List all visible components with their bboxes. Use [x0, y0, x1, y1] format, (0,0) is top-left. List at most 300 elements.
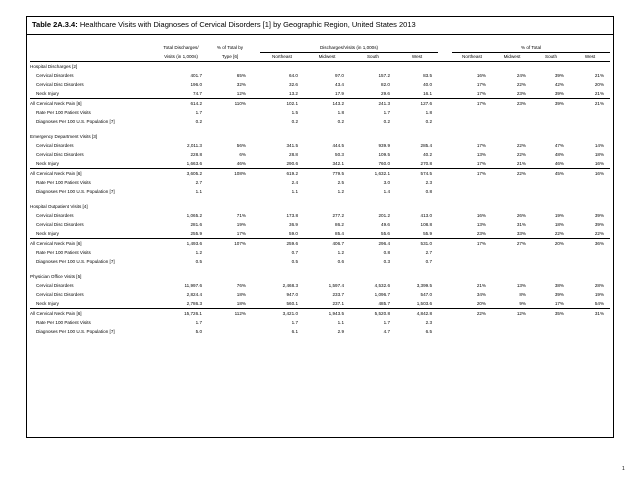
region-visits: 3,399.5: [416, 283, 433, 288]
row-label: All Cervical Neck Pain [6]: [30, 309, 154, 319]
region-share: 17%: [476, 91, 487, 96]
total-value: 1,065.2: [186, 213, 202, 218]
region-visits: 1,503.6: [416, 301, 433, 306]
total-value: 74.7: [193, 91, 202, 96]
pct-of-type: 46%: [236, 161, 246, 166]
region-share: 22%: [516, 143, 527, 148]
region-visits: 2.9: [337, 329, 344, 334]
spacer-cell: [438, 327, 452, 336]
region-share: 17%: [452, 239, 492, 249]
region-share: [452, 117, 492, 126]
header-row-2: [30, 53, 610, 62]
spacer-cell: [260, 272, 304, 281]
region-share: 16%: [594, 161, 605, 166]
spacer-cell: [396, 202, 438, 211]
spacer-cell: [452, 132, 492, 141]
region-share: 39%: [594, 213, 605, 218]
region-visits: 2.3: [425, 180, 433, 185]
region-visits: 0.8: [425, 189, 433, 194]
region-share: 17%: [452, 169, 492, 179]
region-share: [492, 187, 532, 196]
region-visits: 1,943.5: [304, 309, 350, 319]
spacer-cell: [438, 132, 452, 141]
region-visits: 0.5: [291, 259, 298, 264]
region-visits: 16.1: [423, 91, 433, 96]
region-share: [532, 318, 570, 327]
section-header: [30, 62, 610, 72]
title-divider: [26, 34, 614, 35]
region-share: 17%: [554, 301, 565, 306]
region-visits: 28.8: [289, 152, 298, 157]
region-share: [492, 327, 532, 336]
region-share: [492, 178, 532, 187]
spacer-cell: [438, 187, 452, 196]
spacer-cell: [252, 257, 260, 266]
region-visits: 0.2: [337, 119, 344, 124]
total-row: [30, 309, 610, 319]
region-share: 23%: [492, 99, 532, 109]
total-row: [30, 169, 610, 179]
total-value: 2,011.3: [187, 143, 202, 148]
total-value: 1.2: [195, 250, 202, 255]
total-value: 5.0: [195, 329, 202, 334]
region-share: 20%: [476, 301, 487, 306]
total-value: 2,786.3: [186, 301, 202, 306]
region-share: 13%: [516, 283, 527, 288]
region-share: 8%: [519, 292, 527, 297]
region-share: [452, 187, 492, 196]
spacer-cell: [252, 220, 260, 229]
region-share: [532, 178, 570, 187]
spacer-cell: [350, 62, 396, 72]
region-share: [570, 248, 610, 257]
total-value: 15,726.1: [154, 309, 208, 319]
row-label: Neck Injury: [36, 161, 59, 166]
pct-of-type: 56%: [236, 143, 246, 148]
total-value: 0.2: [195, 119, 202, 124]
diagnoses-row: [30, 257, 610, 266]
region-visits: 0.2: [291, 119, 298, 124]
region-visits: 43.4: [335, 82, 344, 87]
region-share: [492, 248, 532, 257]
region-share: [452, 257, 492, 266]
region-visits: 4,532.6: [374, 283, 390, 288]
region-share: 39%: [554, 73, 565, 78]
spacer-cell: [208, 202, 252, 211]
region-visits: 55.6: [381, 231, 390, 236]
region-share: 21%: [516, 161, 527, 166]
region-share: [452, 318, 492, 327]
spacer-cell: [492, 272, 532, 281]
header-region-midwest: Midwest: [318, 54, 336, 59]
table-body: [30, 44, 610, 336]
region-visits: 59.0: [289, 231, 298, 236]
section-header: [30, 272, 610, 281]
spacer-cell: [396, 132, 438, 141]
region-visits: 1,096.7: [374, 292, 390, 297]
pct-of-type: [208, 318, 252, 327]
region-visits: 29.6: [381, 91, 390, 96]
spacer-cell: [396, 62, 438, 72]
table-row: [30, 281, 610, 290]
table-row: [30, 211, 610, 220]
pct-of-type: 32%: [236, 82, 246, 87]
header-group-visits: Discharges/Visits (in 1,000s): [260, 44, 438, 53]
spacer-cell: [252, 299, 260, 309]
spacer-cell: [570, 272, 610, 281]
region-share: 13%: [476, 152, 487, 157]
region-visits: 259.6: [260, 239, 304, 249]
region-share: 20%: [532, 239, 570, 249]
region-share: 23%: [476, 231, 487, 236]
spacer-cell: [252, 272, 260, 281]
table-row: [30, 159, 610, 169]
region-share: 39%: [554, 91, 565, 96]
pct-of-type: [208, 117, 252, 126]
spacer-cell: [208, 62, 252, 72]
spacer-cell: [252, 108, 260, 117]
region-share: 31%: [570, 309, 610, 319]
spacer-cell: [532, 132, 570, 141]
spacer-cell: [252, 117, 260, 126]
region-share: [570, 178, 610, 187]
region-visits: 1.7: [291, 320, 298, 325]
region-visits: 6.1: [291, 329, 298, 334]
region-visits: 85.4: [335, 231, 344, 236]
row-label: Cervical Disorders: [36, 283, 74, 288]
spacer-cell: [438, 239, 452, 249]
spacer-cell: [252, 159, 260, 169]
region-visits: 3.0: [383, 180, 390, 185]
region-visits: 86.2: [335, 222, 344, 227]
row-label: Cervical Disc Disorders: [36, 292, 84, 297]
region-share: 54%: [594, 301, 605, 306]
region-visits: 939.9: [378, 143, 390, 148]
region-share: [492, 318, 532, 327]
section-title: Hospital Outpatient Visits [4]: [30, 204, 88, 209]
spacer-cell: [154, 62, 208, 72]
row-label: Rate Per 100 Patient Visits: [36, 180, 91, 185]
region-visits: 341.5: [286, 143, 298, 148]
spacer-cell: [492, 132, 532, 141]
region-share: [452, 178, 492, 187]
header-total-line1: Total Discharges/: [163, 45, 199, 51]
region-share: 46%: [554, 161, 565, 166]
header-row-1: [30, 44, 610, 53]
header-pct-region-south: South: [545, 54, 558, 59]
total-value: 11,997.6: [184, 283, 202, 288]
row-label: Cervical Disc Disorders: [36, 222, 84, 227]
region-visits: 1,597.4: [328, 283, 344, 288]
spacer-cell: [438, 309, 452, 319]
region-visits: 201.2: [378, 213, 390, 218]
region-visits: 560.1: [286, 301, 298, 306]
total-value: 255.9: [190, 231, 202, 236]
region-share: 21%: [594, 73, 605, 78]
row-label: Rate Per 100 Patient Visits: [36, 110, 91, 115]
region-visits: 1.7: [383, 110, 390, 115]
region-visits: 36.9: [289, 222, 298, 227]
region-visits: 0.2: [425, 119, 433, 124]
region-visits: 2.3: [425, 320, 433, 325]
region-visits: 406.7: [304, 239, 350, 249]
region-share: 21%: [570, 99, 610, 109]
spacer-cell: [252, 150, 260, 159]
region-visits: 1.1: [337, 320, 344, 325]
row-label: Rate Per 100 Patient Visits: [36, 250, 91, 255]
pct-of-type: 12%: [236, 91, 246, 96]
spacer-cell: [438, 229, 452, 239]
header-pct-region-northeast: Northeast: [462, 54, 482, 59]
region-share: 24%: [516, 73, 527, 78]
total-value: 3,605.2: [154, 169, 208, 179]
region-share: 17%: [476, 143, 487, 148]
region-share: 27%: [492, 239, 532, 249]
region-share: 35%: [532, 309, 570, 319]
region-visits: 1.2: [337, 189, 344, 194]
region-visits: 947.0: [286, 292, 298, 297]
diagnoses-row: [30, 187, 610, 196]
pct-of-type: 18%: [236, 301, 246, 306]
header-region-west: West: [411, 54, 423, 59]
pct-of-type: 18%: [236, 292, 246, 297]
region-share: 39%: [532, 99, 570, 109]
table-row: [30, 299, 610, 309]
row-label: Neck Injury: [36, 301, 59, 306]
region-share: [492, 108, 532, 117]
region-share: [532, 117, 570, 126]
region-share: [452, 327, 492, 336]
row-label: Cervical Disorders: [36, 73, 74, 78]
spacer-cell: [252, 239, 260, 249]
spacer-cell: [252, 178, 260, 187]
spacer-cell: [350, 202, 396, 211]
table-row: [30, 89, 610, 99]
spacer-cell: [252, 211, 260, 220]
table-row: [30, 141, 610, 150]
region-visits: 97.0: [335, 73, 344, 78]
rate-row: [30, 318, 610, 327]
spacer-cell: [154, 202, 208, 211]
region-visits: 157.2: [378, 73, 390, 78]
spacer-cell: [570, 202, 610, 211]
total-value: 1.7: [195, 320, 202, 325]
header-region-south: South: [366, 54, 379, 59]
pct-of-type: [208, 187, 252, 196]
diagnoses-row: [30, 117, 610, 126]
region-visits: 237.1: [332, 301, 344, 306]
region-share: [570, 327, 610, 336]
region-visits: 6.5: [425, 329, 433, 334]
spacer-cell: [438, 150, 452, 159]
header-group-pct: % of Total: [452, 44, 610, 53]
rate-row: [30, 178, 610, 187]
section-title: Hospital Discharges [2]: [30, 64, 78, 69]
header-pct-line2: Type [6]: [221, 53, 239, 59]
pct-of-type: [208, 257, 252, 266]
region-visits: 32.6: [289, 82, 298, 87]
spacer-cell: [492, 62, 532, 72]
spacer-cell: [452, 272, 492, 281]
region-share: 14%: [594, 143, 605, 148]
region-share: [532, 327, 570, 336]
region-visits: 2.5: [337, 180, 344, 185]
spacer-cell: [260, 62, 304, 72]
region-share: [570, 187, 610, 196]
region-visits: 4.7: [383, 329, 390, 334]
region-visits: 109.5: [378, 152, 390, 157]
region-share: 12%: [492, 309, 532, 319]
region-visits: 5,520.8: [350, 309, 396, 319]
row-label: Cervical Disc Disorders: [36, 82, 84, 87]
region-share: 42%: [554, 82, 565, 87]
spacer-cell: [438, 89, 452, 99]
region-share: 18%: [594, 152, 605, 157]
region-share: 21%: [594, 91, 605, 96]
spacer-cell: [438, 169, 452, 179]
spacer-cell: [438, 272, 452, 281]
region-share: 19%: [594, 292, 605, 297]
region-visits: 50.3: [335, 152, 344, 157]
spacer-cell: [252, 318, 260, 327]
spacer-cell: [350, 272, 396, 281]
region-share: 26%: [516, 213, 527, 218]
region-visits: 290.6: [286, 161, 298, 166]
region-visits: 0.2: [383, 119, 390, 124]
region-visits: 64.0: [289, 73, 298, 78]
spacer-cell: [532, 202, 570, 211]
region-share: 20%: [594, 82, 605, 87]
spacer-cell: [252, 132, 260, 141]
pct-of-type: 71%: [236, 213, 246, 218]
region-visits: 1.5: [291, 110, 298, 115]
region-visits: 413.0: [420, 213, 433, 218]
row-label: Neck Injury: [36, 231, 59, 236]
table-row: [30, 150, 610, 159]
spacer-cell: [438, 159, 452, 169]
region-share: 22%: [594, 231, 605, 236]
total-value: 2.7: [195, 180, 202, 185]
row-label: Diagnoses Per 100 U.S. Population [7]: [36, 329, 115, 334]
region-share: [532, 108, 570, 117]
region-visits: 0.6: [337, 259, 344, 264]
region-visits: 444.5: [332, 143, 344, 148]
spacer-cell: [438, 318, 452, 327]
spacer-cell: [438, 220, 452, 229]
region-share: 17%: [476, 82, 487, 87]
spacer-cell: [438, 108, 452, 117]
region-visits: 108.8: [420, 222, 433, 227]
spacer-cell: [252, 248, 260, 257]
region-visits: 55.9: [423, 231, 433, 236]
pct-of-type: 76%: [236, 283, 246, 288]
spacer-cell: [304, 132, 350, 141]
region-share: 22%: [554, 231, 565, 236]
pct-of-type: 107%: [208, 239, 252, 249]
rate-row: [30, 248, 610, 257]
region-share: 47%: [554, 143, 565, 148]
header-region-northeast: Northeast: [272, 54, 292, 59]
region-share: [452, 108, 492, 117]
region-visits: 760.0: [378, 161, 390, 166]
spacer-cell: [208, 132, 252, 141]
total-value: 1,663.6: [186, 161, 202, 166]
region-share: 17%: [452, 99, 492, 109]
region-share: [570, 117, 610, 126]
pct-of-type: [208, 178, 252, 187]
region-share: [532, 248, 570, 257]
spacer-cell: [252, 80, 260, 89]
region-visits: 233.7: [332, 292, 344, 297]
region-visits: 619.2: [260, 169, 304, 179]
row-label: All Cervical Neck Pain [6]: [30, 239, 154, 249]
region-visits: 1.7: [383, 320, 390, 325]
spacer-cell: [438, 211, 452, 220]
region-visits: 13.2: [289, 91, 298, 96]
table-row: [30, 220, 610, 229]
region-share: 39%: [594, 222, 605, 227]
row-label: Rate Per 100 Patient Visits: [36, 320, 91, 325]
region-share: 28%: [594, 283, 605, 288]
spacer-cell: [252, 327, 260, 336]
region-visits: 40.0: [423, 82, 433, 87]
region-visits: 40.2: [423, 152, 433, 157]
pct-of-type: 112%: [208, 309, 252, 319]
region-visits: 49.6: [381, 222, 390, 227]
spacer-cell: [438, 141, 452, 150]
table-row: [30, 71, 610, 80]
region-share: [492, 257, 532, 266]
region-share: [570, 257, 610, 266]
region-share: [570, 108, 610, 117]
spacer-cell: [532, 62, 570, 72]
spacer-cell: [438, 281, 452, 290]
spacer-cell: [438, 178, 452, 187]
region-visits: 0.7: [425, 259, 433, 264]
rate-row: [30, 108, 610, 117]
header-pct-region-west: West: [584, 54, 596, 59]
spacer-cell: [252, 71, 260, 80]
region-visits: 82.0: [381, 82, 390, 87]
page-number: 1: [622, 466, 625, 472]
spacer-cell: [438, 80, 452, 89]
region-visits: 285.4: [420, 143, 433, 148]
spacer-cell: [570, 132, 610, 141]
spacer-cell: [252, 99, 260, 109]
region-share: 48%: [554, 152, 565, 157]
region-visits: 779.5: [304, 169, 350, 179]
row-label: All Cervical Neck Pain [6]: [30, 99, 154, 109]
region-visits: 17.9: [335, 91, 344, 96]
region-share: [570, 318, 610, 327]
region-share: 38%: [554, 283, 565, 288]
region-visits: 485.7: [378, 301, 390, 306]
section-title: Physician Office Visits [5]: [30, 274, 82, 279]
region-share: 17%: [476, 161, 487, 166]
spacer-cell: [154, 132, 208, 141]
region-visits: 2.7: [425, 250, 433, 255]
spacer-cell: [154, 272, 208, 281]
pct-of-type: 110%: [208, 99, 252, 109]
row-label: Diagnoses Per 100 U.S. Population [7]: [36, 189, 115, 194]
region-visits: 574.5: [396, 169, 438, 179]
row-label: Cervical Disc Disorders: [36, 152, 84, 157]
spacer-cell: [252, 229, 260, 239]
region-share: [532, 187, 570, 196]
region-visits: 0.7: [291, 250, 298, 255]
spacer-cell: [438, 290, 452, 299]
region-share: [532, 257, 570, 266]
